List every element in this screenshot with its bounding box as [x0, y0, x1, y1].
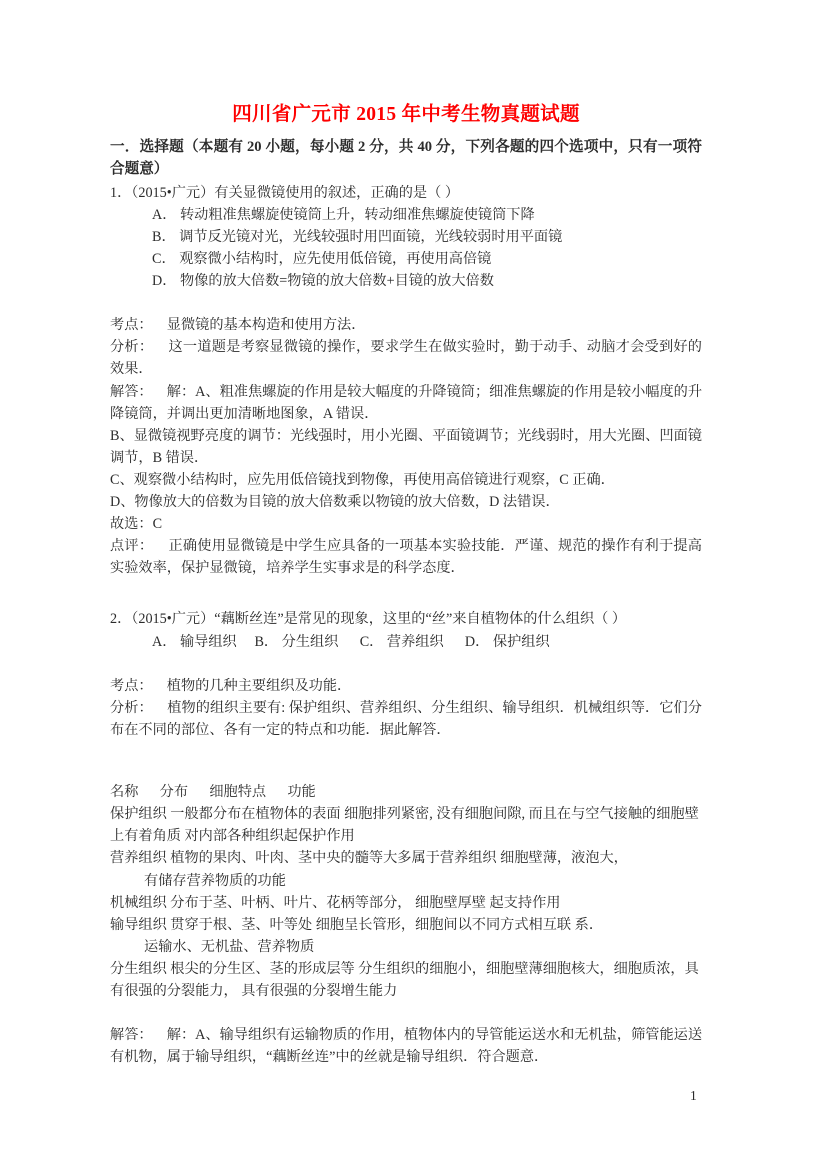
table-row-continuation: 运输水、无机盐、营养物质	[144, 938, 315, 955]
question-1-options	[110, 204, 702, 292]
spacer	[110, 579, 702, 609]
question-1-option-a[interactable]: A． 转动粗准焦螺旋使镜筒上升，转动细准焦螺旋使镜筒下降	[152, 207, 535, 224]
fenxi-text: 植物的组织主要有: 保护组织、营养组织、分生组织、输导组织．机械组织等．它们分布在不同的部位、各有一定的特点和功能．据此解答．	[110, 700, 702, 739]
jieda-text: 解：A、输导组织有运输物质的作用，植物体内的导管能运送水和无机盐，筛管能运送有机物，属于输导组织，“藕断丝连”中的丝就是输导组织．符合题意．	[110, 1026, 703, 1066]
page-title: 四川省广元市 2015 年中考生物真题试题	[232, 104, 580, 125]
question-2-options[interactable]: A． 输导组织 B． 分生组织 C． 营养组织 D． 保护组织	[152, 633, 550, 650]
fenxi-text: 这一道题是考察显微镜的操作，要求学生在做实验时，勤于动手、动脑才会受到好的效果．	[110, 339, 702, 378]
question-1-stem: 1．（2015•广元）有关显微镜使用的叙述，正确的是（ ）	[110, 184, 460, 201]
table-row: 机械组织 分布于茎、叶柄、叶片、花柄等部分， 细胞壁厚壁 起支持作用	[110, 894, 561, 911]
kaodian-text: 植物的几种主要组织及功能．	[166, 677, 352, 694]
jieda-label: 解答：	[110, 1026, 153, 1043]
plant-tissue-table	[110, 781, 702, 1002]
page-number: 1	[690, 1088, 697, 1103]
question-1-jieda-b: B、显微镜视野亮度的调节：光线强时，用小光圈、平面镜调节；光线弱时，用大光圈、凹面镜调节，B 错误．	[110, 427, 702, 466]
kaodian-label: 考点：	[110, 317, 153, 334]
section-heading: 一．选择题（本题有 20 小题，每小题 2 分，共 40 分，下列各题的四个选项中，只有一项符合题意）	[110, 139, 702, 178]
jieda-label: 解答：	[110, 383, 153, 400]
spacer	[110, 1002, 702, 1024]
question-2-kaodian	[110, 675, 702, 697]
question-1-option-d[interactable]: D． 物像的放大倍数=物镜的放大倍数+目镜的放大倍数	[152, 273, 494, 290]
question-2-stem: 2．（2015•广元）“藕断丝连”是常见的现象，这里的“丝”来自植物体的什么组织（ ）	[110, 611, 627, 628]
table-header-row: 名称 分布 细胞特点 功能	[110, 784, 316, 801]
question-2-jieda	[110, 1024, 702, 1068]
dianping-text: 正确使用显微镜是中学生应具备的一项基本实验技能．严谨、规范的操作有利于提高实验效率，保护显微镜，培养学生实事求是的科学态度．	[110, 538, 702, 577]
dianping-label: 点评：	[110, 538, 154, 555]
spacer	[110, 741, 702, 781]
fenxi-label: 分析：	[110, 700, 153, 717]
spacer	[110, 653, 702, 675]
table-row: 营养组织 植物的果肉、叶肉、茎中央的髓等大多属于营养组织 细胞壁薄，液泡大，	[110, 850, 628, 867]
table-row-continuation: 有储存营养物质的功能	[144, 872, 286, 889]
kaodian-label: 考点：	[110, 677, 153, 694]
spacer	[110, 292, 702, 314]
question-1-fenxi	[110, 336, 702, 380]
question-2-fenxi	[110, 697, 702, 741]
question-1-option-c[interactable]: C． 观察微小结构时，应先使用低倍镜，再使用高倍镜	[152, 251, 492, 268]
question-1-jieda-d: D、物像放大的倍数为目镜的放大倍数乘以物镜的放大倍数，D 法错误．	[110, 493, 560, 510]
question-1-jieda	[110, 381, 702, 425]
question-1-jieda-c: C、观察微小结构时，应先用低倍镜找到物像，再使用高倍镜进行观察，C 正确．	[110, 471, 615, 488]
page-content	[110, 100, 702, 1068]
table-row: 输导组织 贯穿于根、茎、叶等处 细胞呈长管形，细胞间以不同方式相互联 系．	[110, 916, 604, 933]
table-row: 分生组织 根尖的分生区、茎的形成层等 分生组织的细胞小，细胞壁薄细胞核大，细胞质浓，具有很强的分裂能力， 具有很强的分裂增生能力	[110, 960, 699, 999]
question-1-option-b[interactable]: B． 调节反光镜对光，光线较强时用凹面镜，光线较弱时用平面镜	[152, 229, 563, 246]
question-1-kaodian	[110, 314, 702, 336]
question-1-dianping	[110, 535, 702, 579]
table-row: 保护组织 一般都分布在植物体的表面 细胞排列紧密, 没有细胞间隙, 而且在与空气接触的细胞壁上有着角质 对内部各种组织起保护作用	[110, 806, 699, 845]
jieda-line-1: 解：A、粗准焦螺旋的作用是较大幅度的升降镜筒；细准焦螺旋的作用是较小幅度的升降镜筒，并调出更加清晰地图象，A 错误．	[110, 383, 703, 422]
kaodian-text: 显微镜的基本构造和使用方法．	[166, 317, 366, 334]
fenxi-label: 分析：	[110, 339, 154, 356]
question-1-answer: 故选：C	[110, 516, 163, 533]
